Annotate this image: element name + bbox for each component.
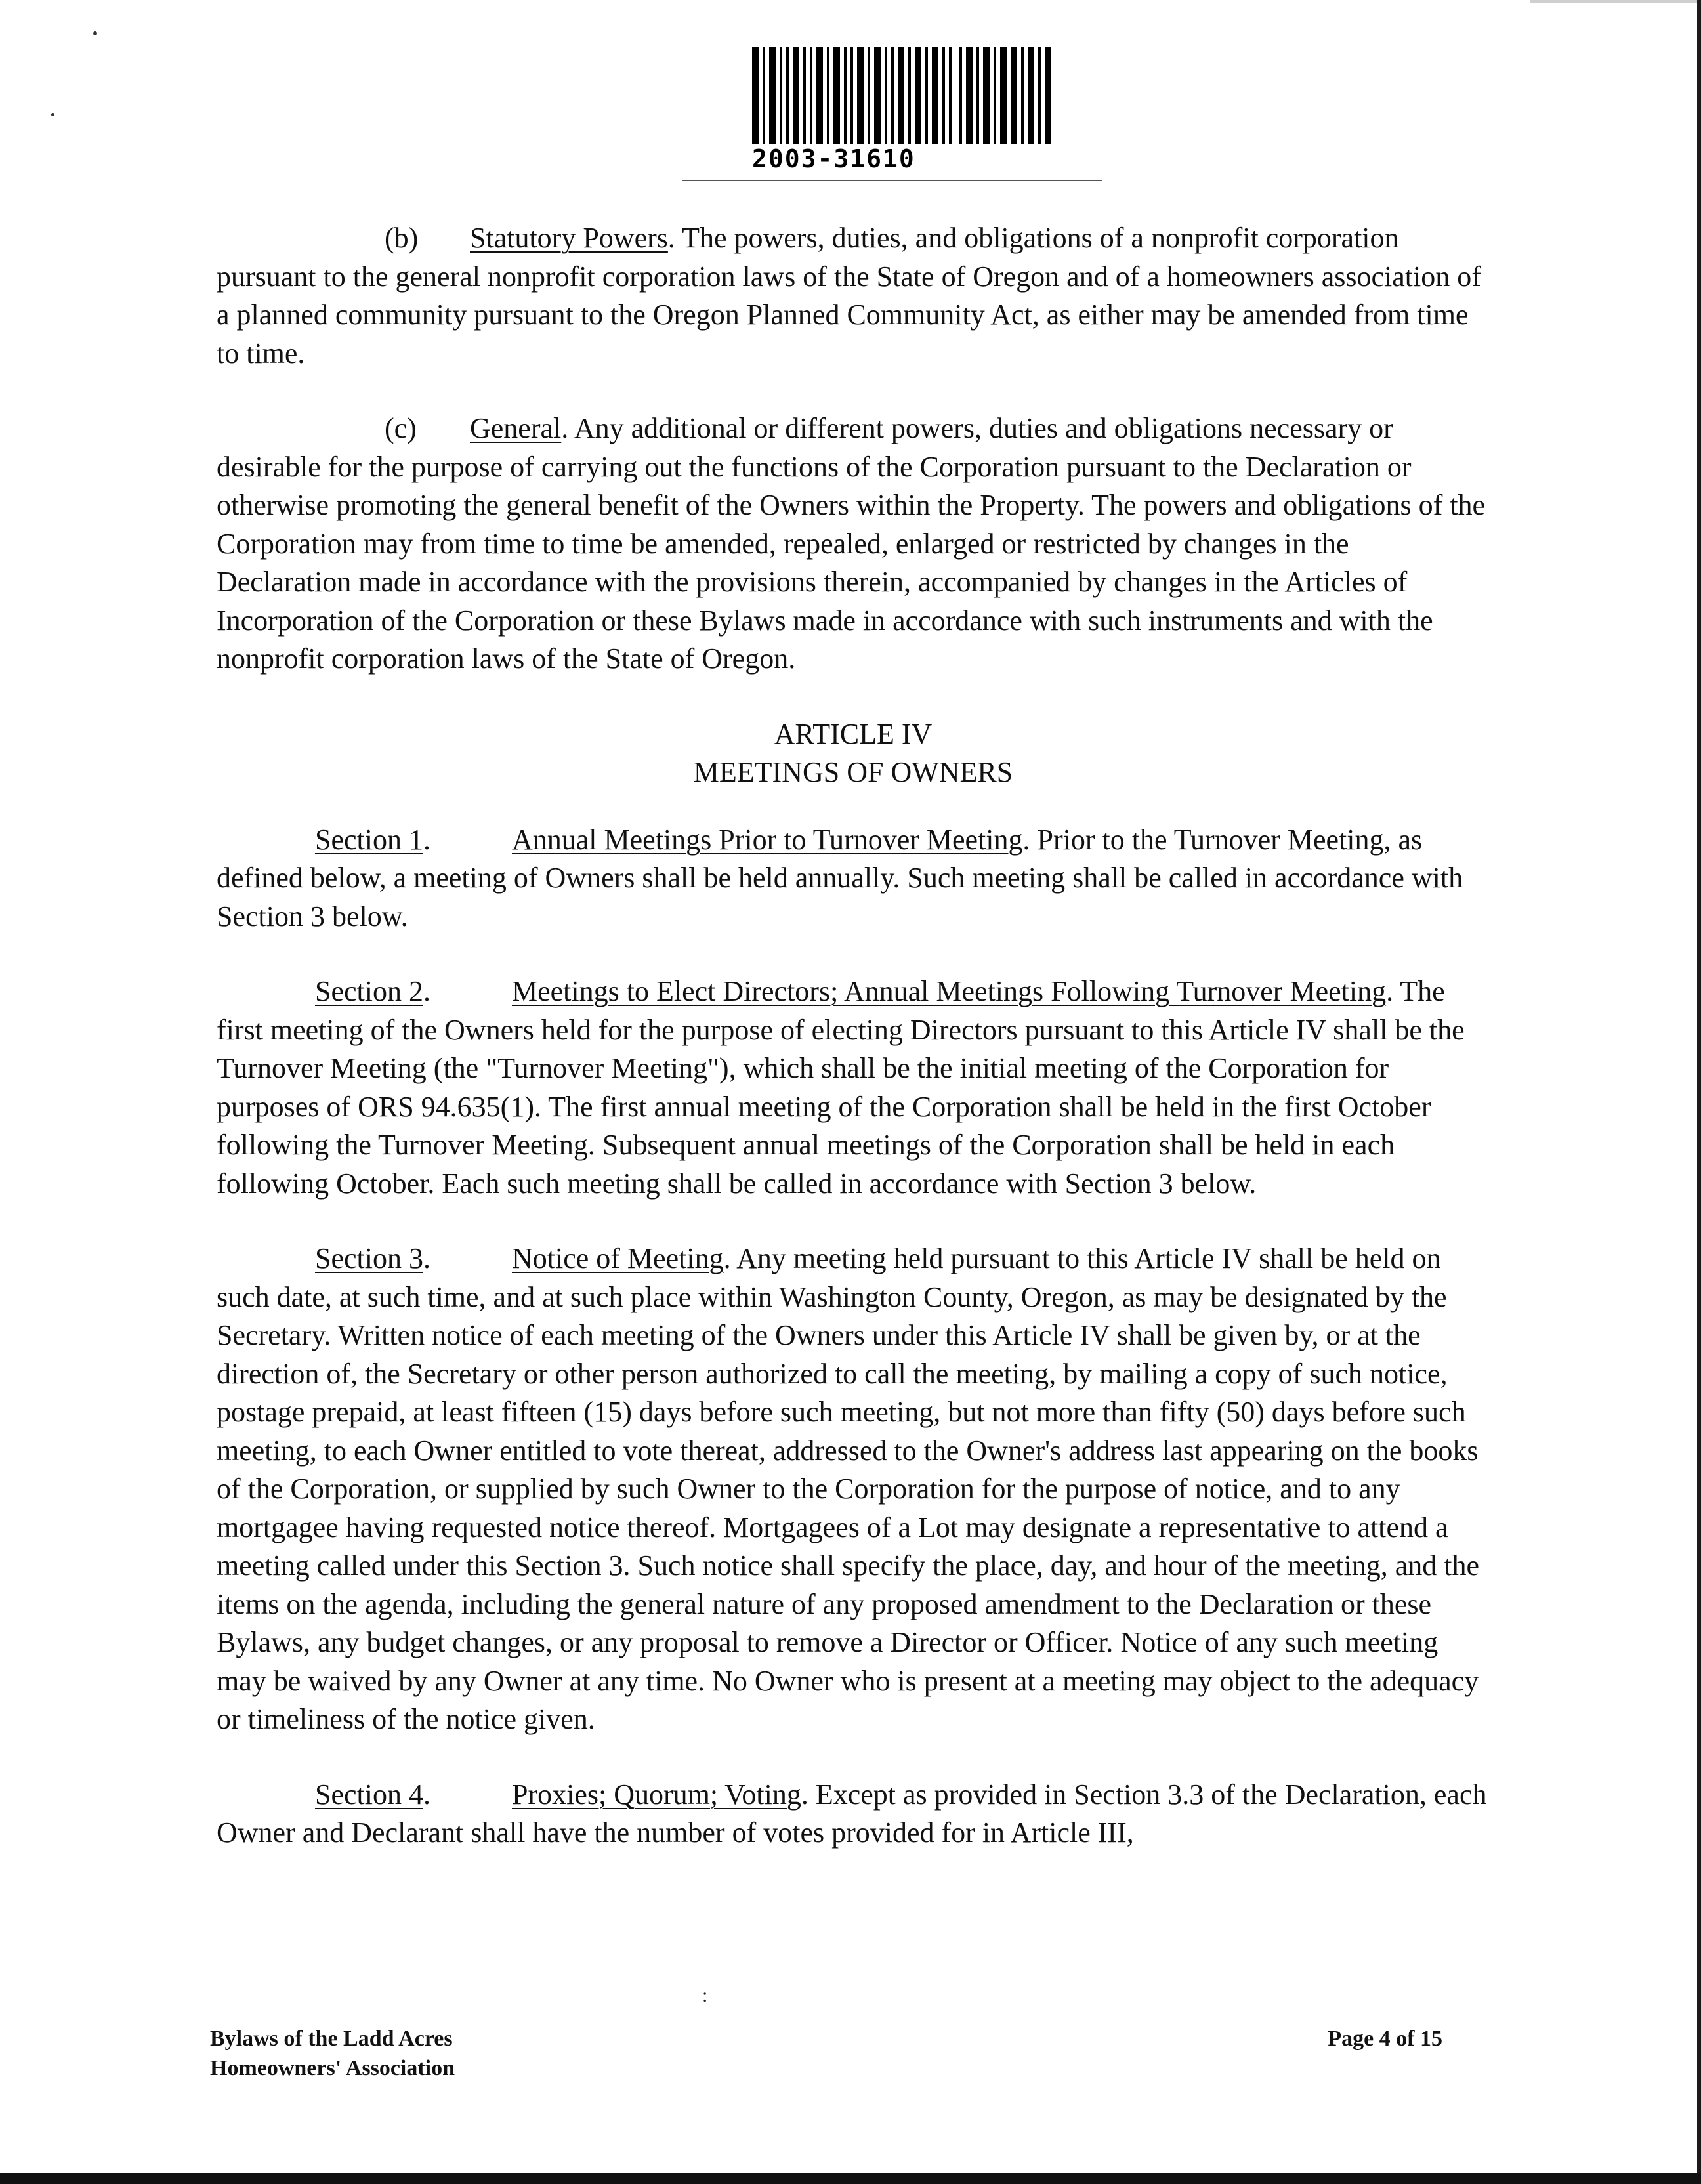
scan-border-top bbox=[1530, 0, 1701, 3]
section-title: Proxies; Quorum; Voting bbox=[512, 1778, 801, 1811]
section-1 bbox=[217, 821, 1490, 936]
section-label-text: Section 3 bbox=[315, 1242, 423, 1274]
footer-document-title bbox=[210, 2024, 455, 2083]
barcode bbox=[752, 47, 1054, 173]
paragraph-text: . Any additional or different powers, duties and obligations necessary or desirable for the purpose of carrying out the functions of the Corporation pursuant to the Declaration or otherwise promoting the general benefit of the Owners within the Property. The powers and obligations of the Corporation may from time to time be amended, repealed, enlarged or restricted by changes in the Declaration made in accordance with the provisions therein, accompanied by changes in the Articles of Incorporation of the Corporation or these Bylaws made in accordance with such instruments and with the nonprofit corporation laws of the State of Oregon. bbox=[217, 412, 1486, 675]
paragraph-label: (c) bbox=[385, 412, 417, 444]
indent bbox=[217, 1242, 315, 1274]
section-text: . Prior to the Turnover Meeting, as defined below, a meeting of Owners shall be held annually. Such meeting shall be called in accordance with Section 3 below. bbox=[217, 823, 1463, 933]
indent bbox=[217, 824, 315, 856]
article-heading bbox=[217, 715, 1490, 792]
footer-title-line-1: Bylaws of the Ladd Acres bbox=[210, 2026, 453, 2051]
section-title: Annual Meetings Prior to Turnover Meeting bbox=[512, 823, 1023, 856]
indent bbox=[217, 1778, 315, 1811]
section-title: Meetings to Elect Directors; Annual Meetings Following Turnover Meeting bbox=[512, 975, 1387, 1007]
scan-speck bbox=[51, 113, 54, 116]
section-label-text: Section 4 bbox=[315, 1778, 423, 1811]
barcode-bars bbox=[752, 47, 1054, 144]
section-label: Section 3. bbox=[315, 1242, 430, 1274]
scan-mark: : bbox=[702, 1984, 708, 2006]
article-title: MEETINGS OF OWNERS bbox=[693, 756, 1013, 788]
scan-speck bbox=[93, 32, 97, 35]
section-label: Section 1. bbox=[315, 823, 430, 856]
barcode-underline bbox=[682, 180, 1102, 181]
paragraph-title: Statutory Powers bbox=[470, 222, 668, 254]
paragraph-title: General bbox=[470, 412, 562, 444]
section-label-text: Section 2 bbox=[315, 975, 423, 1007]
section-text: . Except as provided in Section 3.3 of the Declaration, each Owner and Declarant shall have the number of votes provided for in Article III, bbox=[217, 1778, 1487, 1849]
article-number: ARTICLE IV bbox=[774, 717, 933, 750]
paragraph-label: (b) bbox=[385, 222, 419, 254]
document-body bbox=[217, 219, 1490, 1889]
scan-border-right bbox=[1697, 0, 1701, 2184]
section-title: Notice of Meeting bbox=[512, 1242, 724, 1274]
scan-border-bottom bbox=[0, 2174, 1701, 2184]
indent bbox=[217, 412, 385, 444]
barcode-number: 2003-31610 bbox=[752, 144, 915, 173]
footer-page-number: Page 4 of 15 bbox=[1328, 2026, 1442, 2051]
section-text: . The first meeting of the Owners held for the purpose of electing Directors pursuant to this Article IV shall be the Turnover Meeting (the "Turnover Meeting"), which shall be the initial meeting of the Corporation for purposes of ORS 94.635(1). The first annual meeting of the Corporation shall be held in the first October following the Turnover Meeting. Subsequent annual meetings of the Corporation shall be held in each following October. Each such meeting shall be called in accordance with Section 3 below. bbox=[217, 975, 1465, 1200]
footer-title-line-2: Homeowners' Association bbox=[210, 2056, 455, 2080]
section-label-text: Section 1 bbox=[315, 823, 423, 856]
section-3 bbox=[217, 1240, 1490, 1739]
paragraph-c bbox=[217, 410, 1490, 679]
indent bbox=[217, 975, 315, 1007]
section-4 bbox=[217, 1776, 1490, 1853]
section-text: . Any meeting held pursuant to this Article IV shall be held on such date, at such time, and at such place within Washington County, Oregon, as may be designated by the Secretary. Written notice of each meeting of the Owners under this Article IV shall be given by, or at the direction of, the Secretary or other person authorized to call the meeting, by mailing a copy of such notice, postage prepaid, at least fifteen (15) days before such meeting, but not more than fifty (50) days before such meeting, to each Owner entitled to vote thereat, addressed to the Owner's address last appearing on the books of the Corporation, or supplied by such Owner to the Corporation for the purpose of notice, and to any mortgagee having requested notice thereof. Mortgagees of a Lot may designate a representative to attend a meeting called under this Section 3. Such notice shall specify the place, day, and hour of the meeting, and the items on the agenda, including the general nature of any proposed amendment to the Declaration or these Bylaws, any budget changes, or any proposal to remove a Director or Officer. Notice of any such meeting may be waived by any Owner at any time. No Owner who is present at a meeting may object to the adequacy or timeliness of the notice given. bbox=[217, 1242, 1480, 1735]
section-label: Section 4. bbox=[315, 1778, 430, 1811]
paragraph-b bbox=[217, 219, 1490, 373]
section-label: Section 2. bbox=[315, 975, 430, 1007]
indent bbox=[217, 222, 385, 254]
section-2 bbox=[217, 973, 1490, 1203]
paragraph-text: . The powers, duties, and obligations of a nonprofit corporation pursuant to the general nonprofit corporation laws of the State of Oregon and of a homeowners association of a planned community pursuant to the Oregon Planned Community Act, as either may be amended from time to time. bbox=[217, 222, 1481, 369]
